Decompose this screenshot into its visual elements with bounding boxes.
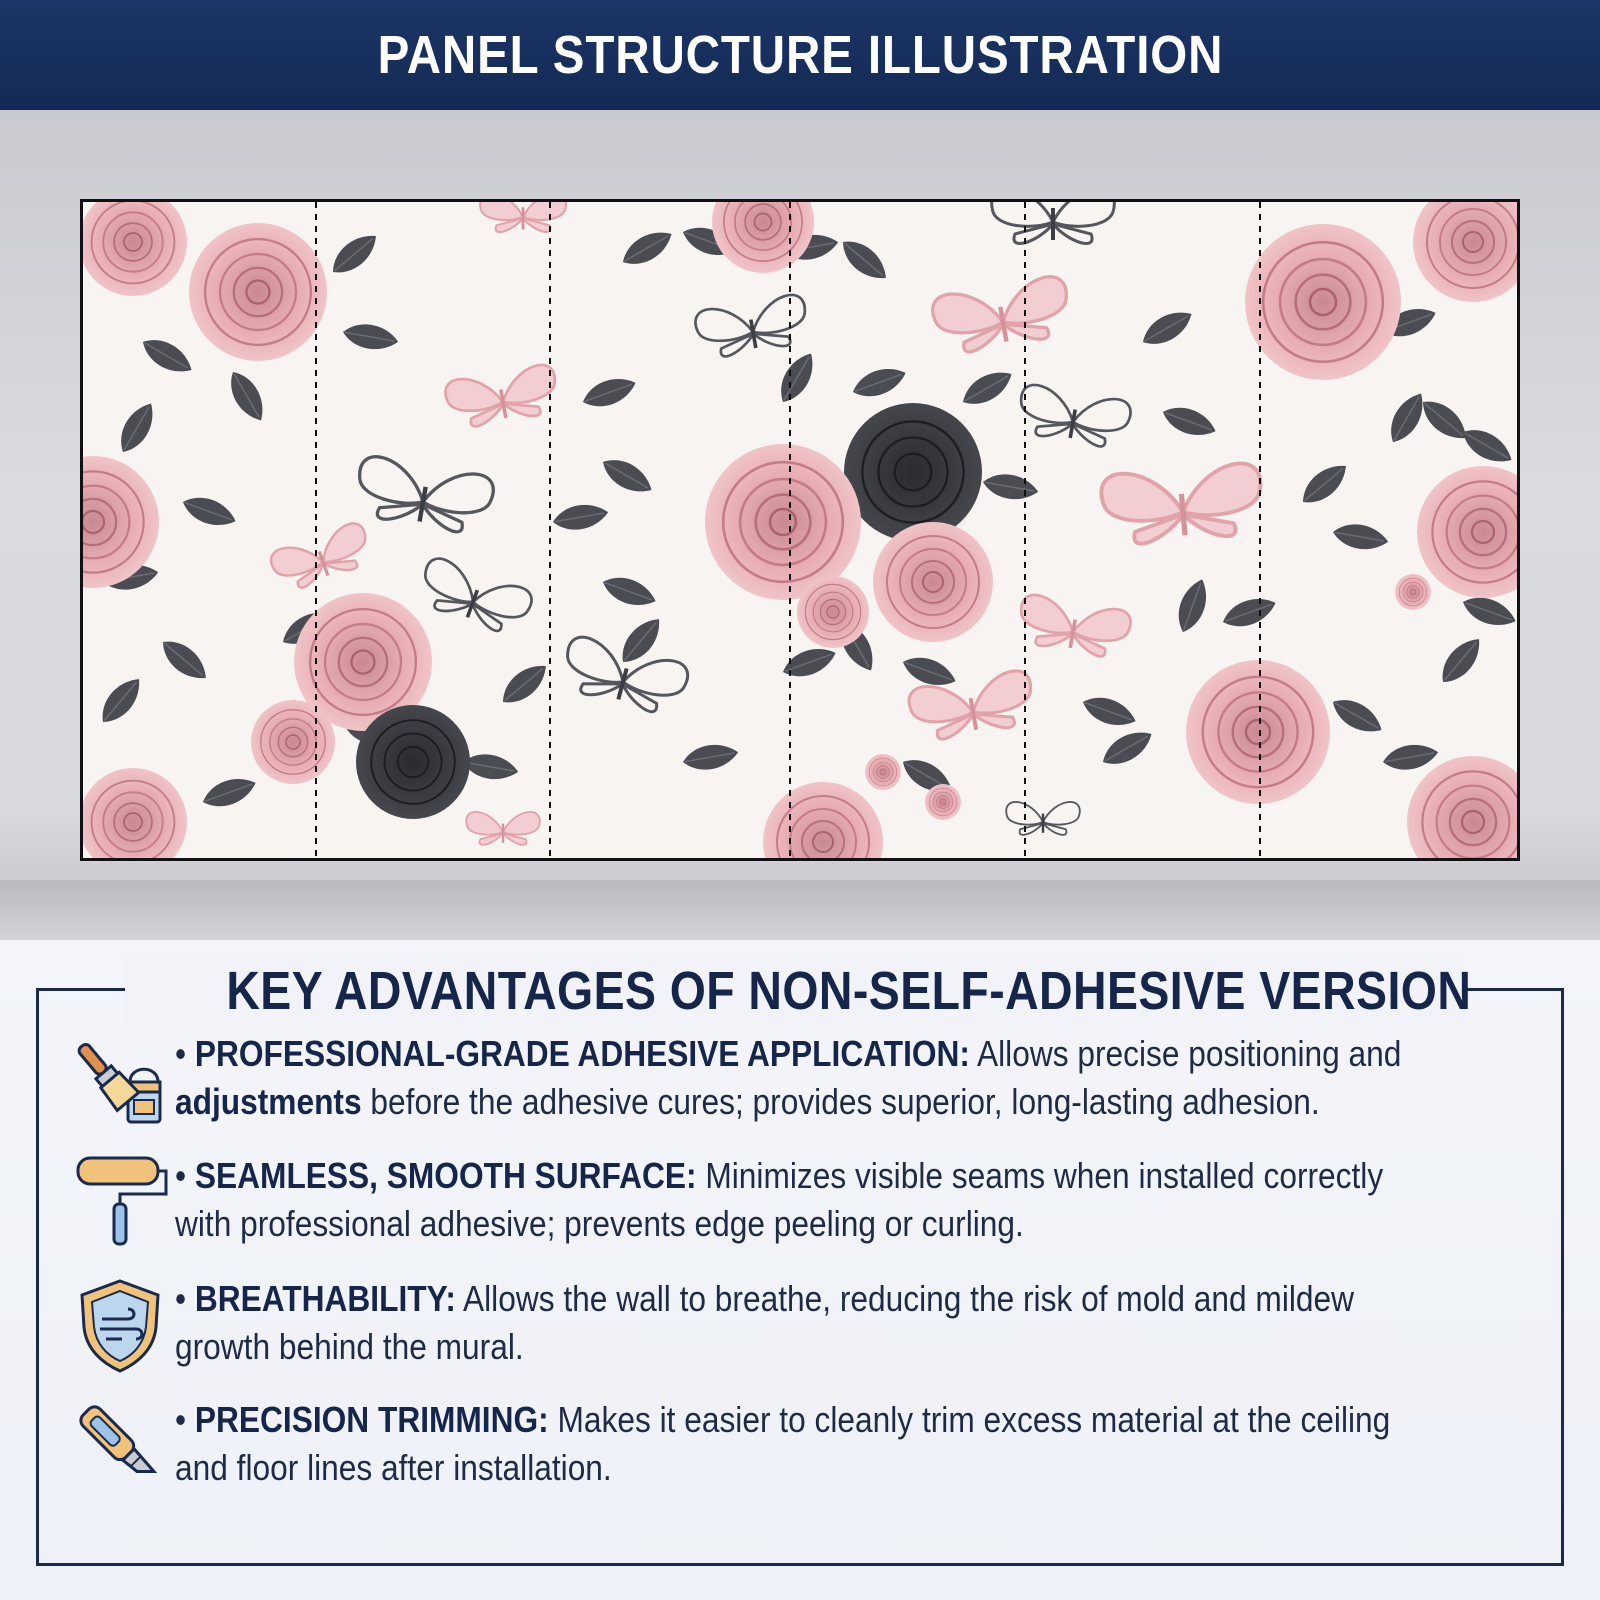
floral-mural-image <box>83 202 1517 858</box>
mural-panel-illustration <box>80 199 1520 861</box>
shield-wind-icon <box>70 1275 170 1375</box>
banner-title: PANEL STRUCTURE ILLUSTRATION <box>377 25 1223 85</box>
advantage-text-seamless <box>175 1152 1433 1248</box>
bullet: • <box>175 1155 187 1196</box>
advantage-body: Allows the wall to breathe, reducing the risk of mold and mildew growth behind the mural. <box>175 1278 1355 1367</box>
advantage-body: Allows precise positioning and <box>969 1033 1402 1074</box>
floor-strip <box>0 880 1600 940</box>
advantage-body: Makes it easier to cleanly trim excess material at the ceiling and floor lines after installation. <box>175 1399 1391 1488</box>
advantage-body-continued: before the adhesive cures; provides superior, long-lasting adhesion. <box>361 1081 1320 1122</box>
advantage-emphasis: adjustments <box>175 1081 362 1122</box>
header-banner <box>0 0 1600 110</box>
advantage-lead: PRECISION TRIMMING: <box>194 1399 549 1440</box>
advantage-text-breathability <box>175 1275 1433 1371</box>
advantage-lead: PROFESSIONAL-GRADE ADHESIVE APPLICATION: <box>194 1033 970 1074</box>
bullet: • <box>175 1278 187 1319</box>
paintbrush-bucket-icon <box>70 1030 170 1130</box>
advantages-title <box>125 955 1472 1027</box>
bullet: • <box>175 1033 187 1074</box>
advantages-title-text: KEY ADVANTAGES OF NON-SELF-ADHESIVE VERSION <box>226 961 1472 1021</box>
advantage-lead: BREATHABILITY: <box>194 1278 456 1319</box>
advantage-text-trimming <box>175 1396 1433 1492</box>
advantage-body: Minimizes visible seams when installed correctly with professional adhesive; prevents edge peeling or curling. <box>175 1155 1384 1244</box>
bullet: • <box>175 1399 187 1440</box>
paint-roller-icon <box>70 1152 170 1252</box>
advantage-lead: SEAMLESS, SMOOTH SURFACE: <box>194 1155 697 1196</box>
utility-knife-icon <box>70 1396 170 1496</box>
advantage-text-adhesive <box>175 1030 1433 1126</box>
